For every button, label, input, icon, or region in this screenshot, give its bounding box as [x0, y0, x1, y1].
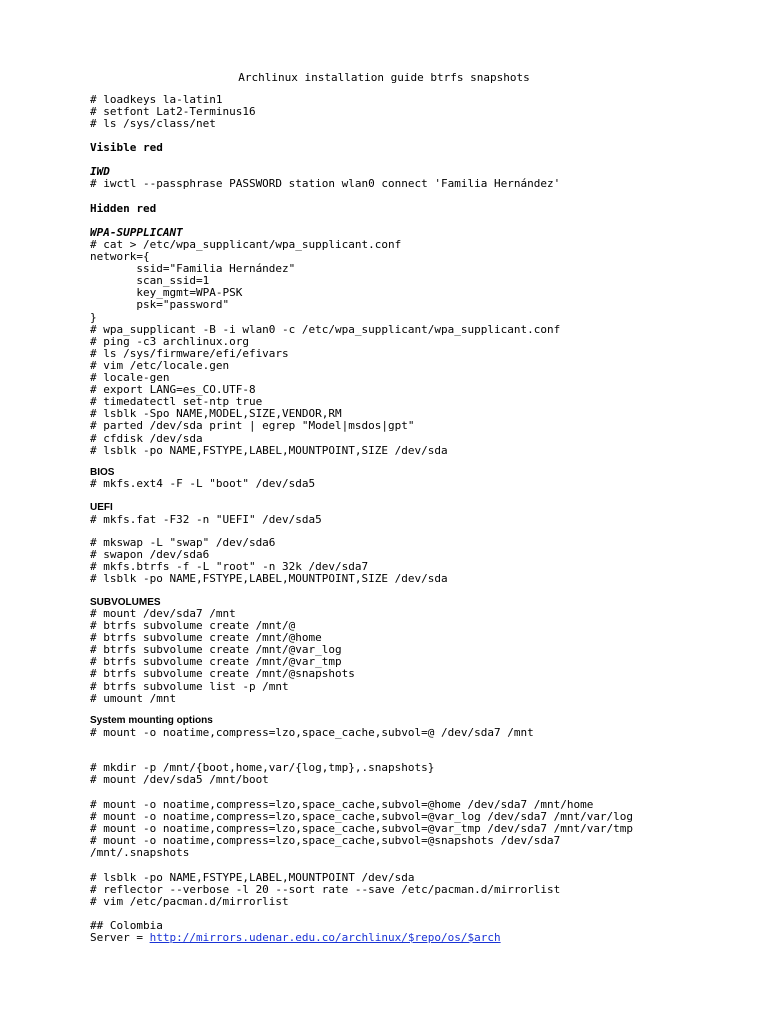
heading-bios: BIOS — [90, 467, 115, 478]
uefi-format-command: # mkfs.fat -F32 -n "UEFI" /dev/sda5 — [90, 513, 322, 526]
mirror-server-link[interactable]: http://mirrors.udenar.edu.co/archlinux/$repo/os/$arch — [149, 931, 501, 944]
mkdir-boot-commands: # mkdir -p /mnt/{boot,home,var/{log,tmp},.snapshots} # mount /dev/sda5 /mnt/boot — [90, 761, 435, 787]
mount-root-command: # mount -o noatime,compress=lzo,space_cache,subvol=@ /dev/sda7 /mnt — [90, 726, 534, 739]
server-line — [90, 932, 501, 944]
colombia-comment: ## Colombia — [90, 919, 163, 932]
heading-iwd: IWD — [90, 165, 110, 178]
heading-system-mounting-options: System mounting options — [90, 715, 213, 726]
mount-subvolume-commands: # mount -o noatime,compress=lzo,space_cache,subvol=@home /dev/sda7 /mnt/home # mount -o noatime,compress=lzo,space_cache,subvol=@var_log /dev/sda7 /mnt/var/log # mount -o noatime,compress=lzo,space_cache,subvol=@var_tmp /dev/sda7 /mnt/var/tmp # mount -o noatime,compress=lzo,space_cache,subvol=@snapshots /dev/sda7 /mnt/.snapshots — [90, 798, 634, 860]
mirrorlist-commands: # lsblk -po NAME,FSTYPE,LABEL,MOUNTPOINT /dev/sda # reflector --verbose -l 20 --sort rate --save /etc/pacman.d/mirrorlist # vim /etc/pacman.d/mirrorlist — [90, 871, 561, 909]
bios-format-command: # mkfs.ext4 -F -L "boot" /dev/sda5 — [90, 477, 316, 490]
wpa-supplicant-commands: # cat > /etc/wpa_supplicant/wpa_supplicant.conf network={ ssid="Familia Hernández" scan_ssid=1 key_mgmt=WPA-PSK psk="password" } # wpa_supplicant -B -i wlan0 -c /etc/wpa_supplicant/wpa_supplicant.conf # ping -c3 archlinux.org # ls /sys/firmware/efi/efivars # vim /etc/locale.gen # locale-gen # export LANG=es_CO.UTF-8 # timedatectl set-ntp true # lsblk -Spo NAME,MODEL,SIZE,VENDOR,RM # parted /dev/sda print | egrep "Model|msdos|gpt" # cfdisk /dev/sda # lsblk -po NAME,FSTYPE,LABEL,MOUNTPOINT,SIZE /dev/sda — [90, 238, 561, 457]
keyboard-setup-commands: # loadkeys la-latin1 # setfont Lat2-Terminus16 # ls /sys/class/net — [90, 93, 256, 131]
subvolume-commands: # mount /dev/sda7 /mnt # btrfs subvolume create /mnt/@ # btrfs subvolume create /mnt/@home # btrfs subvolume create /mnt/@var_log # btrfs subvolume create /mnt/@var_tmp # btrfs subvolume create /mnt/@snapshots # btrfs subvolume list -p /mnt # umount /mnt — [90, 607, 355, 705]
heading-hidden-red: Hidden red — [90, 202, 157, 215]
heading-subvolumes: SUBVOLUMES — [90, 597, 161, 608]
swap-and-root-commands: # mkswap -L "swap" /dev/sda6 # swapon /dev/sda6 # mkfs.btrfs -f -L "root" -n 32k /dev/sda7 # lsblk -po NAME,FSTYPE,LABEL,MOUNTPOINT,SIZE /dev/sda — [90, 536, 448, 586]
heading-visible-red: Visible red — [90, 141, 163, 154]
document-title: Archlinux installation guide btrfs snapshots — [238, 71, 530, 84]
heading-wpa-supplicant: WPA-SUPPLICANT — [90, 226, 183, 239]
server-prefix: Server = — [90, 931, 150, 944]
heading-uefi: UEFI — [90, 502, 113, 513]
iwd-command: # iwctl --passphrase PASSWORD station wlan0 connect 'Familia Hernández' — [90, 177, 561, 190]
